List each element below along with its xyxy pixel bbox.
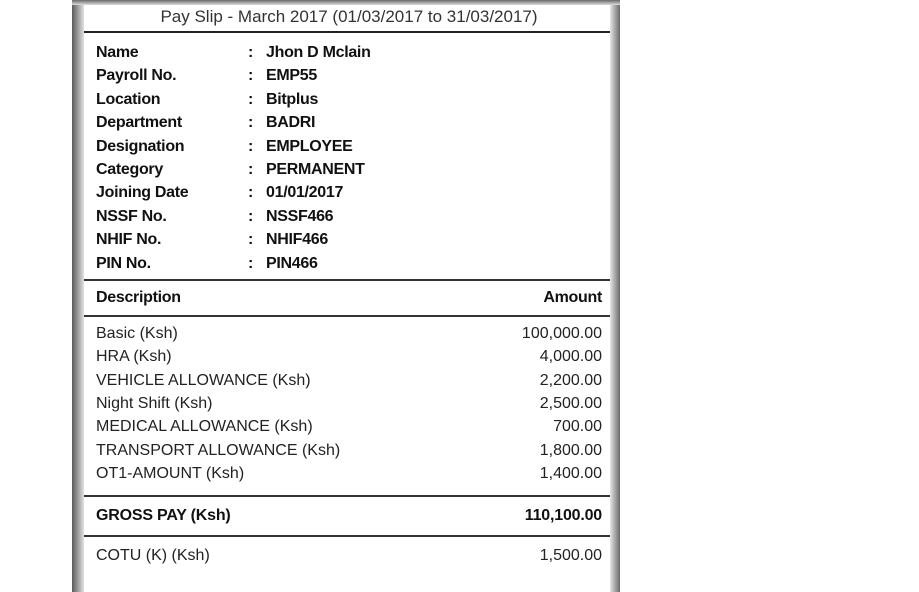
amount-header: Amount — [543, 288, 602, 306]
info-colon: : — [248, 184, 254, 202]
frame-left-edge — [72, 0, 84, 592]
table-header — [84, 281, 610, 317]
info-colon: : — [248, 254, 254, 272]
info-colon: : — [248, 137, 254, 155]
info-label: Joining Date — [96, 184, 189, 202]
earning-label: Night Shift (Ksh) — [96, 395, 213, 413]
earning-amount: 2,500.00 — [539, 395, 602, 413]
earnings-list — [84, 317, 610, 497]
info-row-designation — [96, 135, 610, 158]
earning-amount: 2,200.00 — [539, 371, 602, 389]
info-colon: : — [248, 67, 254, 85]
earning-label: OT1-AMOUNT (Ksh) — [96, 465, 245, 483]
earning-amount: 1,400.00 — [539, 465, 602, 483]
pay-slip — [84, 5, 610, 592]
earning-row — [96, 348, 602, 366]
info-label: Name — [96, 44, 139, 61]
info-label: Designation — [96, 137, 185, 155]
info-value: BADRI — [266, 114, 316, 132]
earning-row — [96, 418, 602, 436]
frame-right-edge — [610, 0, 620, 592]
earning-row — [96, 465, 602, 483]
info-row-payroll — [96, 64, 610, 87]
earning-label: TRANSPORT ALLOWANCE (Ksh) — [96, 441, 341, 459]
info-value: PIN466 — [266, 254, 318, 272]
info-colon: : — [248, 207, 254, 225]
gross-pay-amount: 110,100.00 — [524, 506, 602, 524]
info-colon: : — [248, 160, 254, 178]
earning-row — [96, 325, 602, 343]
info-row-pin — [96, 252, 610, 275]
earning-amount: 700.00 — [553, 418, 602, 436]
info-label: Location — [96, 90, 161, 108]
info-value: NHIF466 — [266, 231, 328, 249]
info-row-location — [96, 88, 610, 111]
info-value: NSSF466 — [266, 207, 334, 225]
info-value: EMPLOYEE — [266, 137, 353, 155]
earning-label: HRA (Ksh) — [96, 348, 172, 366]
earning-row — [96, 372, 602, 390]
info-row-joining-date — [96, 181, 610, 204]
info-row-department — [96, 111, 610, 134]
earning-label: Basic (Ksh) — [96, 324, 178, 342]
info-value: EMP55 — [266, 67, 317, 85]
info-value: Jhon D Mclain — [266, 44, 371, 61]
info-label: Payroll No. — [96, 67, 177, 85]
info-label: PIN No. — [96, 254, 151, 272]
deduction-label: COTU (K) (Ksh) — [96, 546, 210, 564]
gross-pay-row — [84, 497, 610, 537]
info-row-nhif — [96, 228, 610, 251]
description-header: Description — [96, 288, 181, 306]
info-colon: : — [248, 231, 254, 249]
earning-label: VEHICLE ALLOWANCE (Ksh) — [96, 371, 311, 389]
deduction-amount: 1,500.00 — [539, 546, 602, 564]
gross-pay-label: GROSS PAY (Ksh) — [96, 506, 231, 524]
info-colon: : — [248, 90, 254, 108]
info-colon: : — [248, 44, 254, 61]
earning-row — [96, 395, 602, 413]
slip-title: Pay Slip - March 2017 (01/03/2017 to 31/03/2017) — [84, 5, 610, 33]
info-label: Category — [96, 160, 163, 178]
info-colon: : — [248, 114, 254, 132]
info-label: NHIF No. — [96, 231, 162, 249]
earning-amount: 100,000.00 — [521, 324, 602, 342]
info-value: PERMANENT — [266, 160, 365, 178]
info-label: NSSF No. — [96, 207, 167, 225]
info-row-name — [96, 41, 610, 64]
info-row-category — [96, 158, 610, 181]
info-value: 01/01/2017 — [266, 184, 344, 202]
earning-amount: 4,000.00 — [539, 348, 602, 366]
info-row-nssf — [96, 205, 610, 228]
earning-label: MEDICAL ALLOWANCE (Ksh) — [96, 418, 313, 436]
info-label: Department — [96, 114, 182, 132]
employee-info — [84, 33, 610, 281]
earning-amount: 1,800.00 — [539, 441, 602, 459]
deduction-row — [84, 547, 610, 565]
earning-row — [96, 442, 602, 460]
info-value: Bitplus — [266, 90, 319, 108]
